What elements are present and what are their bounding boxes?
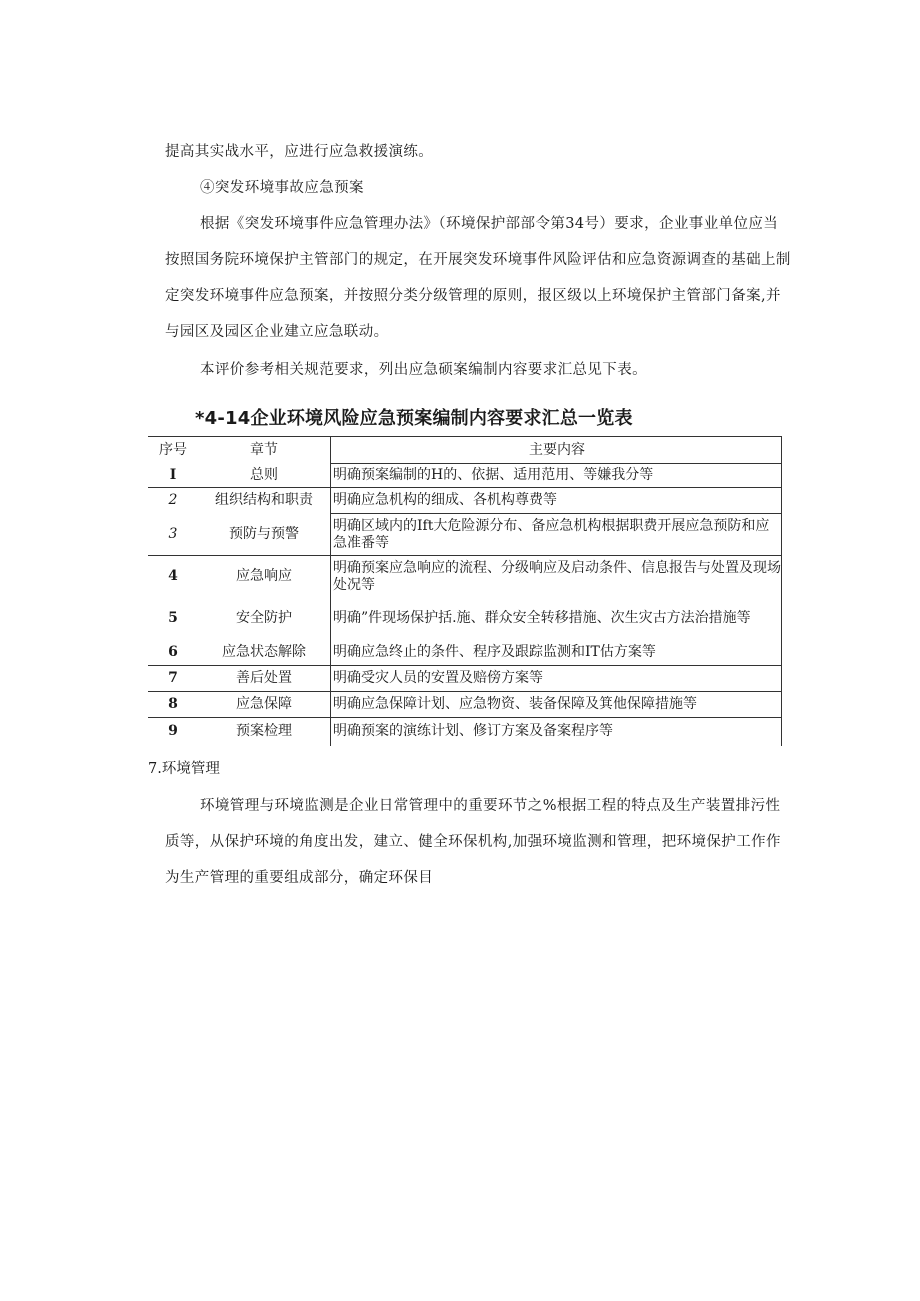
row-chapter: 安全防护 <box>236 610 292 626</box>
header-no: 序号 <box>148 437 196 464</box>
row-no: 6 <box>168 643 178 660</box>
table-row <box>148 640 782 666</box>
table-header-row <box>148 437 782 464</box>
row-content: 明确”件现场保护括.施、群众安全转移措施、次生灾古方法治措施等 <box>331 598 782 640</box>
table-caption: *4-14企业环境风险应急预案编制内容要求汇总一览表 <box>195 408 633 429</box>
table-row <box>148 692 782 718</box>
row-content: 明确受灾人员的安置及赔傍方案等 <box>331 666 782 692</box>
text-line: 质等，从保护环境的角度出发，建立、健全环保机构,加强环境监测和管理，把环境保护工作作 <box>165 834 781 850</box>
table-row <box>148 464 782 488</box>
table-row <box>148 598 782 640</box>
text-line: ④突发环境事故应急预案 <box>200 180 364 196</box>
text-line: 环境管理与环境监测是企业日常管理中的重要环节之%根据工程的特点及生产装置排污性 <box>200 798 781 814</box>
row-content: 明确应急机构的细成、各机构尊费等 <box>331 488 782 514</box>
subheading-emergency-plan <box>200 170 840 206</box>
table-row <box>148 718 782 746</box>
text-line: 提高其实战水平，应进行应急救援演练。 <box>165 144 434 160</box>
paragraph-environment-management <box>165 788 805 896</box>
header-chapter: 章节 <box>196 437 331 464</box>
paragraph-drill <box>165 134 805 170</box>
row-content: 明确预案的演练计划、修订方案及备案程序等 <box>331 718 782 746</box>
requirements-table <box>148 436 782 746</box>
row-no: 5 <box>168 610 178 626</box>
row-chapter: 善后处置 <box>196 666 331 692</box>
row-content: 明确预案应急响应的流程、分级响应及启动条件、信息报告与处置及现场处况等 <box>331 556 782 598</box>
header-content: 主要内容 <box>331 437 782 464</box>
row-content: 明确预案编制的H的、依据、适用范用、等嫌我分等 <box>331 464 782 488</box>
paragraph-regulation <box>165 206 805 350</box>
row-content: 明确区域内的Ift大危险源分布、备应急机构根据职费开展应急预防和应急准番等 <box>331 514 782 556</box>
row-chapter: 应急保障 <box>196 692 331 718</box>
section-heading-environment-management: 7.环境管理 <box>148 761 220 777</box>
row-no: 3 <box>168 525 178 542</box>
row-no: I <box>169 466 177 483</box>
text-line: 定突发环境事件应急预案，并按照分类分级管理的原则，报区级以上环境保护主管部门备案,并 <box>165 288 781 304</box>
row-chapter: 预案检理 <box>196 718 331 746</box>
text-line: 按照国务院环境保护主管部门的规定，在开展突发环境事件风险评估和应急资源调查的基础上制 <box>165 252 791 268</box>
text-line: 为生产管理的重要组成部分，确定环保目 <box>165 870 434 886</box>
paragraph-table-intro <box>165 352 805 388</box>
row-chapter: 应急状态解除 <box>222 643 306 660</box>
text-line: 与园区及园区企业建立应急联动。 <box>165 324 389 340</box>
row-no: 2 <box>148 488 196 514</box>
table-row <box>148 488 782 514</box>
row-no: 7 <box>148 666 196 692</box>
row-no: 4 <box>148 556 196 598</box>
text-line: 本评价参考相关规范要求，列出应急硕案编制内容要求汇总见下表。 <box>200 362 647 378</box>
row-chapter: 总则 <box>250 466 278 483</box>
row-chapter: 应急响应 <box>196 556 331 598</box>
table-row <box>148 514 782 556</box>
row-chapter: 预防与预警 <box>229 525 299 542</box>
row-chapter: 组织结构和职责 <box>196 488 331 514</box>
row-content: 明确应急终止的条件、程序及跟踪监测和IT估方案等 <box>331 640 782 666</box>
text-line: 根据《突发环境事件应急管理办法》（环境保护部部令第34号）要求，企业事业单位应当 <box>200 216 779 232</box>
row-content: 明确应急保障计划、应急物资、装备保障及箕他保障措施等 <box>331 692 782 718</box>
row-no: 8 <box>148 692 196 718</box>
table-row <box>148 666 782 692</box>
row-no: 9 <box>148 718 196 746</box>
table-row <box>148 556 782 598</box>
